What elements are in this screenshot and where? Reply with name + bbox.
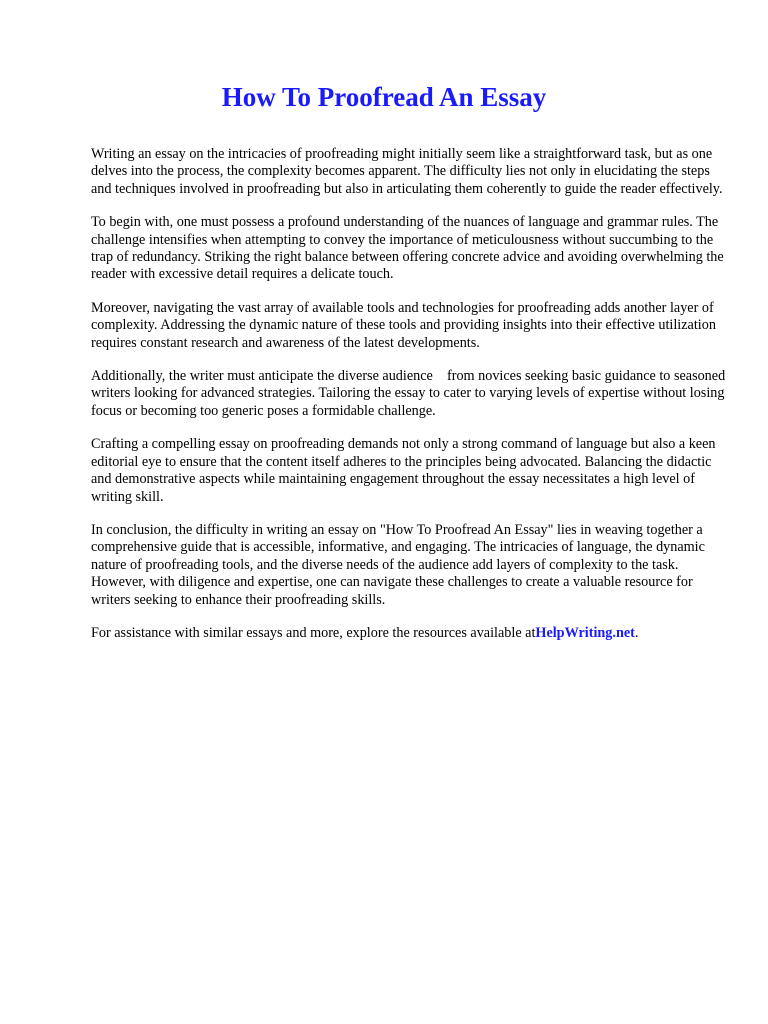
closing-suffix: . xyxy=(634,624,639,641)
paragraph-closing xyxy=(91,625,727,642)
paragraph-conclusion: In conclusion, the difficulty in writing an essay on "How To Proofread An Essay" lies in weaving together a comprehensive guide that is accessible, informative, and engaging. The intricacies of language, the dynamic nature of proofreading tools, and the diverse needs of the audience add layers of complexity to the task. However, with diligence and expertise, one can navigate these challenges to create a valuable resource for writers seeking to enhance their proofreading skills. xyxy=(91,521,705,608)
paragraph-audience: Additionally, the writer must anticipate the diverse audience from novices seeking basic guidance to seasoned writers looking for advanced strategies. Tailoring the essay to cater to varying levels of expertise without losing focus or becoming too generic poses a formidable challenge. xyxy=(91,368,729,419)
paragraph-language: To begin with, one must possess a profound understanding of the nuances of language and grammar rules. The challenge intensifies when attempting to convey the importance of meticulousness without succumbing to the trap of redundancy. Striking the right balance between offering concrete advice and avoiding overwhelming the reader with excessive detail requires a delicate touch. xyxy=(91,214,724,283)
essay-body xyxy=(91,146,727,658)
helpwriting-link[interactable]: HelpWriting.net xyxy=(535,624,635,641)
paragraph-crafting: Crafting a compelling essay on proofreading demands not only a strong command of language but also a keen editorial eye to ensure that the content itself adheres to the principles being advocated. Balancing the didactic and demonstrative aspects while maintaining engagement throughout the essay necessitates a high level of writing skill. xyxy=(91,436,716,505)
paragraph-tools: Moreover, navigating the vast array of available tools and technologies for proofreading adds another layer of complexity. Addressing the dynamic nature of these tools and providing insights into their effective utilization requires constant research and awareness of the latest developments. xyxy=(91,299,716,351)
closing-text: For assistance with similar essays and more, explore the resources available at xyxy=(91,624,536,641)
paragraph-intro: Writing an essay on the intricacies of proofreading might initially seem like a straightforward task, but as one delves into the process, the complexity becomes apparent. The difficulty lies not only in elucidating the steps and techniques involved in proofreading but also in articulating them coherently to guide the reader effectively. xyxy=(91,146,723,197)
page-title: How To Proofread An Essay xyxy=(221,82,547,112)
